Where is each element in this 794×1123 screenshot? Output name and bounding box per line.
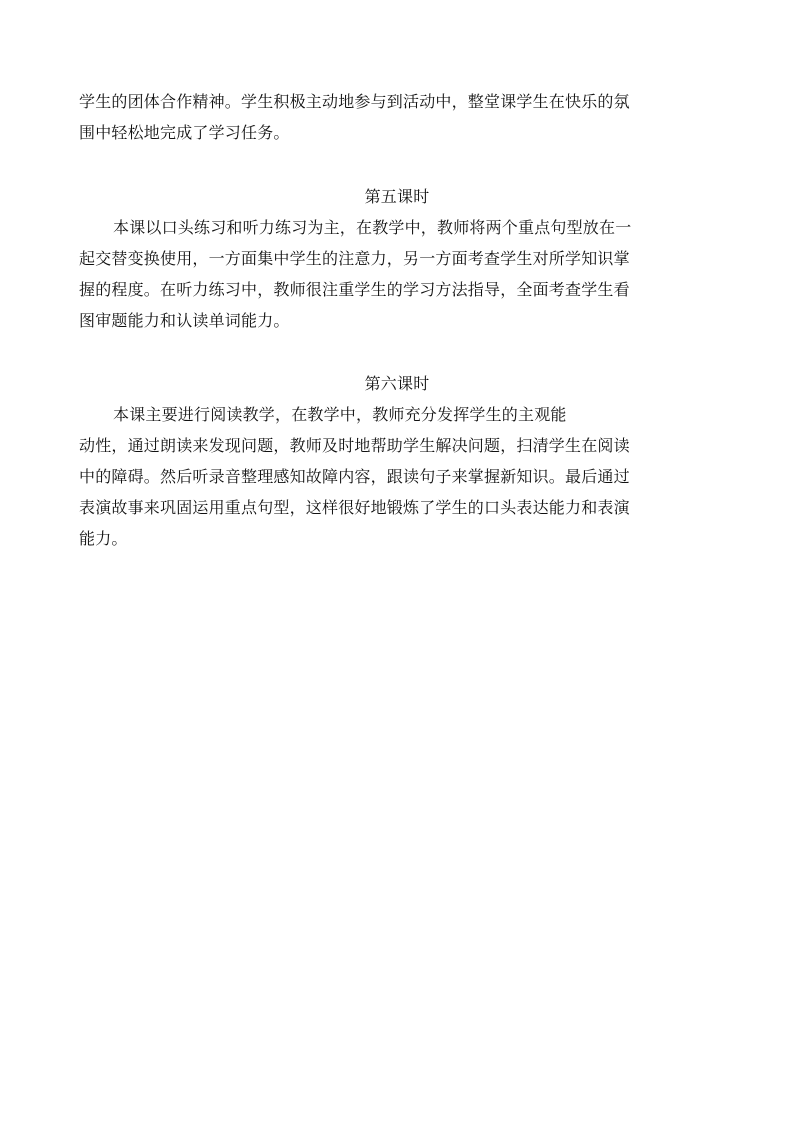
document-content xyxy=(79,86,715,554)
spacer xyxy=(79,336,715,368)
section-6-line-3: 中的障碍。然后听录音整理感知故障内容，跟读句子来掌握新知识。最后通过 xyxy=(79,467,630,486)
section-5-line-2: 起交替变换使用，一方面集中学生的注意力，另一方面考查学生对所学知识掌 xyxy=(79,249,630,268)
intro-line-1: 学生的团体合作精神。学生积极主动地参与到活动中，整堂课学生在快乐的氛 xyxy=(79,92,630,111)
intro-paragraph xyxy=(79,86,715,148)
section-5-title: 第五课时 xyxy=(364,187,430,206)
spacer xyxy=(79,148,715,181)
section-5-line-4: 图审题能力和认读单词能力。 xyxy=(79,311,290,330)
section-5-line-1: 本课以口头练习和听力练习为主，在教学中，教师将两个重点句型放在一 xyxy=(113,218,632,237)
section-6-line-2: 动性，通过朗读来发现问题，教师及时地帮助学生解决问题，扫清学生在阅读 xyxy=(79,436,630,455)
section-6-paragraph xyxy=(79,399,715,554)
section-6-title: 第六课时 xyxy=(364,374,430,393)
section-6-line-1: 本课主要进行阅读教学，在教学中，教师充分发挥学生的主观能 xyxy=(113,405,567,424)
section-5-line-3: 握的程度。在听力练习中，教师很注重学生的学习方法指导，全面考查学生看 xyxy=(79,280,630,299)
intro-line-2: 围中轻松地完成了学习任务。 xyxy=(79,123,290,142)
section-5-paragraph xyxy=(79,212,715,336)
section-6-line-5: 能力。 xyxy=(79,529,128,548)
section-6-line-4: 表演故事来巩固运用重点句型，这样很好地锻炼了学生的口头表达能力和表演 xyxy=(79,498,630,517)
